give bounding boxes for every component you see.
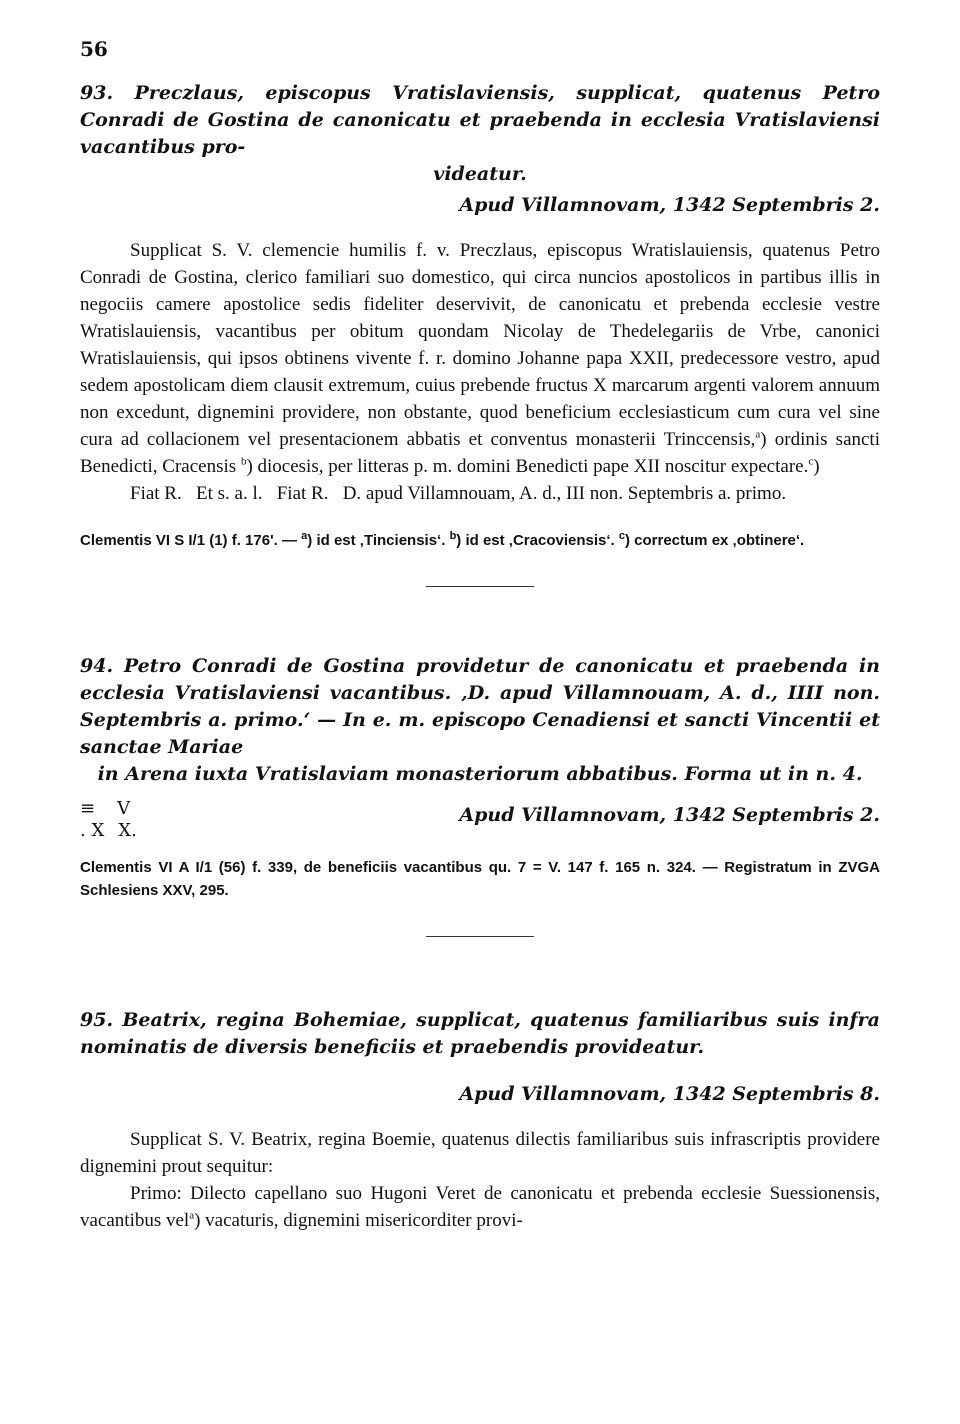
note-c: ) correctum ex ‚obtinere‘. [625, 532, 805, 549]
entry-95 [80, 1007, 880, 1234]
footnote-mark-a: a [755, 428, 761, 441]
entry-95-dateline: Apud Villamnovam, 1342 Septembris 8. [459, 1083, 880, 1105]
register-sigla [80, 798, 200, 842]
separator-rule [426, 936, 534, 937]
entry-93-text-d: ) [813, 456, 820, 477]
sigla-bottom-right: X. [118, 820, 137, 841]
separator-rule [426, 586, 534, 587]
entry-93-text [80, 237, 880, 480]
entry-93-regest [80, 80, 880, 161]
note-a: ) id est ‚Tinciensis‘. [307, 532, 446, 549]
entry-94-regest-line2: in Arena iuxta Vratislaviam monasteriorum abbatibus. Forma ut in n. 4. [97, 763, 863, 785]
entry-93-text-c: ) diocesis, per litteras p. m. domini Benedicti pape XII noscitur expectare. [246, 456, 809, 477]
entry-94-dateline: Apud Villamnovam, 1342 Septembris 2. [459, 804, 880, 826]
entry-95-text-b: Primo: Dilecto capellano suo Hugoni Veret de canonicatu et prebenda ecclesie Suessionensis, vacantibus vel [80, 1183, 880, 1231]
entry-93-regest-line2: videatur. [433, 163, 527, 185]
entry-95-regest-line1: Beatrix, regina Bohemiae, supplicat, quatenus familiaribus suis infra nominatis de diversis beneficiis et praebendis provideatur. [80, 1009, 880, 1058]
entry-94-number: 94. [80, 655, 114, 677]
entry-93-dateline: Apud Villamnovam, 1342 Septembris 2. [459, 194, 880, 216]
entry-93-notes-source: Clementis VI S I/1 (1) f. 176'. — [80, 532, 297, 549]
footnote-mark-c: c [808, 455, 814, 468]
entry-93 [80, 80, 880, 552]
page-number: 56 [80, 37, 108, 61]
sigla-top-right: V [117, 798, 131, 819]
entry-93-number: 93. [80, 82, 114, 104]
entry-93-text-a: Supplicat S. V. clemencie humilis f. v. Preczlaus, episcopus Wratislauiensis, quatenus Petro Conradi de Gostina, clerico familiari suo domestico, qui circa nuncios apostolicos in partibus illis in negociis camere apostolice sedis fideliter deservivit, de canonicatu et prebenda ecclesie vestre Wratislauiensis, vacantibus per obitum quondam Nicolay de Thedelegariis de Vrbe, canonici Wratislauiensis, qui ipsos obtinens vivente f. r. domino Johanne papa XXII, predecessore vestro, apud sedem apostolicam diem clausit extremum, cuius prebende fructus X marcarum argenti valorem annuum non excedunt, dignemini providere, non obstante, quod beneficium ecclesiasticum cum cura vel sine cura ad collacionem vel presentacionem abbatis et conventus monasterii Trinccensis, [80, 240, 880, 450]
entry-94 [80, 653, 880, 902]
entry-93-fiat: Fiat R. Et s. a. l. Fiat R. D. apud Villamnouam, A. d., III non. Septembris a. primo. [130, 483, 787, 504]
entry-94-regest [80, 653, 880, 761]
note-b-mark: b [449, 530, 457, 542]
entry-95-number: 95. [80, 1009, 114, 1031]
entry-93-regest-line1: Preczlaus, episcopus Vratislaviensis, supplicat, quatenus Petro Conradi de Gostina de canonicatu et praebenda in ecclesia Vratislaviensi vacantibus pro- [80, 82, 880, 158]
entry-95-text-c: ) vacaturis, dignemini misericorditer provi- [194, 1210, 523, 1231]
note-a-mark: a [301, 530, 308, 542]
footnote-mark-a: a [189, 1209, 195, 1222]
entry-95-text-b-para [80, 1180, 880, 1234]
entry-95-text-a: Supplicat S. V. Beatrix, regina Boemie, quatenus dilectis familiaribus suis infrascriptis providere dignemini prout sequitur: [80, 1129, 880, 1177]
entry-94-sigla-row [80, 798, 880, 842]
entry-95-regest [80, 1007, 880, 1061]
footnote-mark-b: b [240, 455, 247, 468]
entry-93-notes [80, 529, 880, 552]
entry-94-notes: Clementis VI A I/1 (56) f. 339, de beneficiis vacantibus qu. 7 = V. 147 f. 165 n. 324. — Registratum in ZVGA Schlesiens XXV, 295. [80, 859, 880, 899]
entry-93-text-b: ) ordinis sancti Benedicti, Cracensis [80, 429, 880, 477]
document-page [80, 36, 880, 1234]
sigla-bottom-left: . X [80, 820, 105, 841]
sigla-top-left: ≡ [80, 798, 96, 819]
note-b: ) id est ‚Cracoviensis‘. [456, 532, 615, 549]
note-c-mark: c [618, 530, 625, 542]
entry-94-regest-line1: Petro Conradi de Gostina providetur de canonicatu et praebenda in ecclesia Vratislaviensi vacantibus. ‚D. apud Villamnouam, A. d., IIII non. Septembris a. primo.‘ — In e. m. episcopo Cenadiensi et sancti Vincentii et sanctae Mariae [80, 655, 880, 758]
